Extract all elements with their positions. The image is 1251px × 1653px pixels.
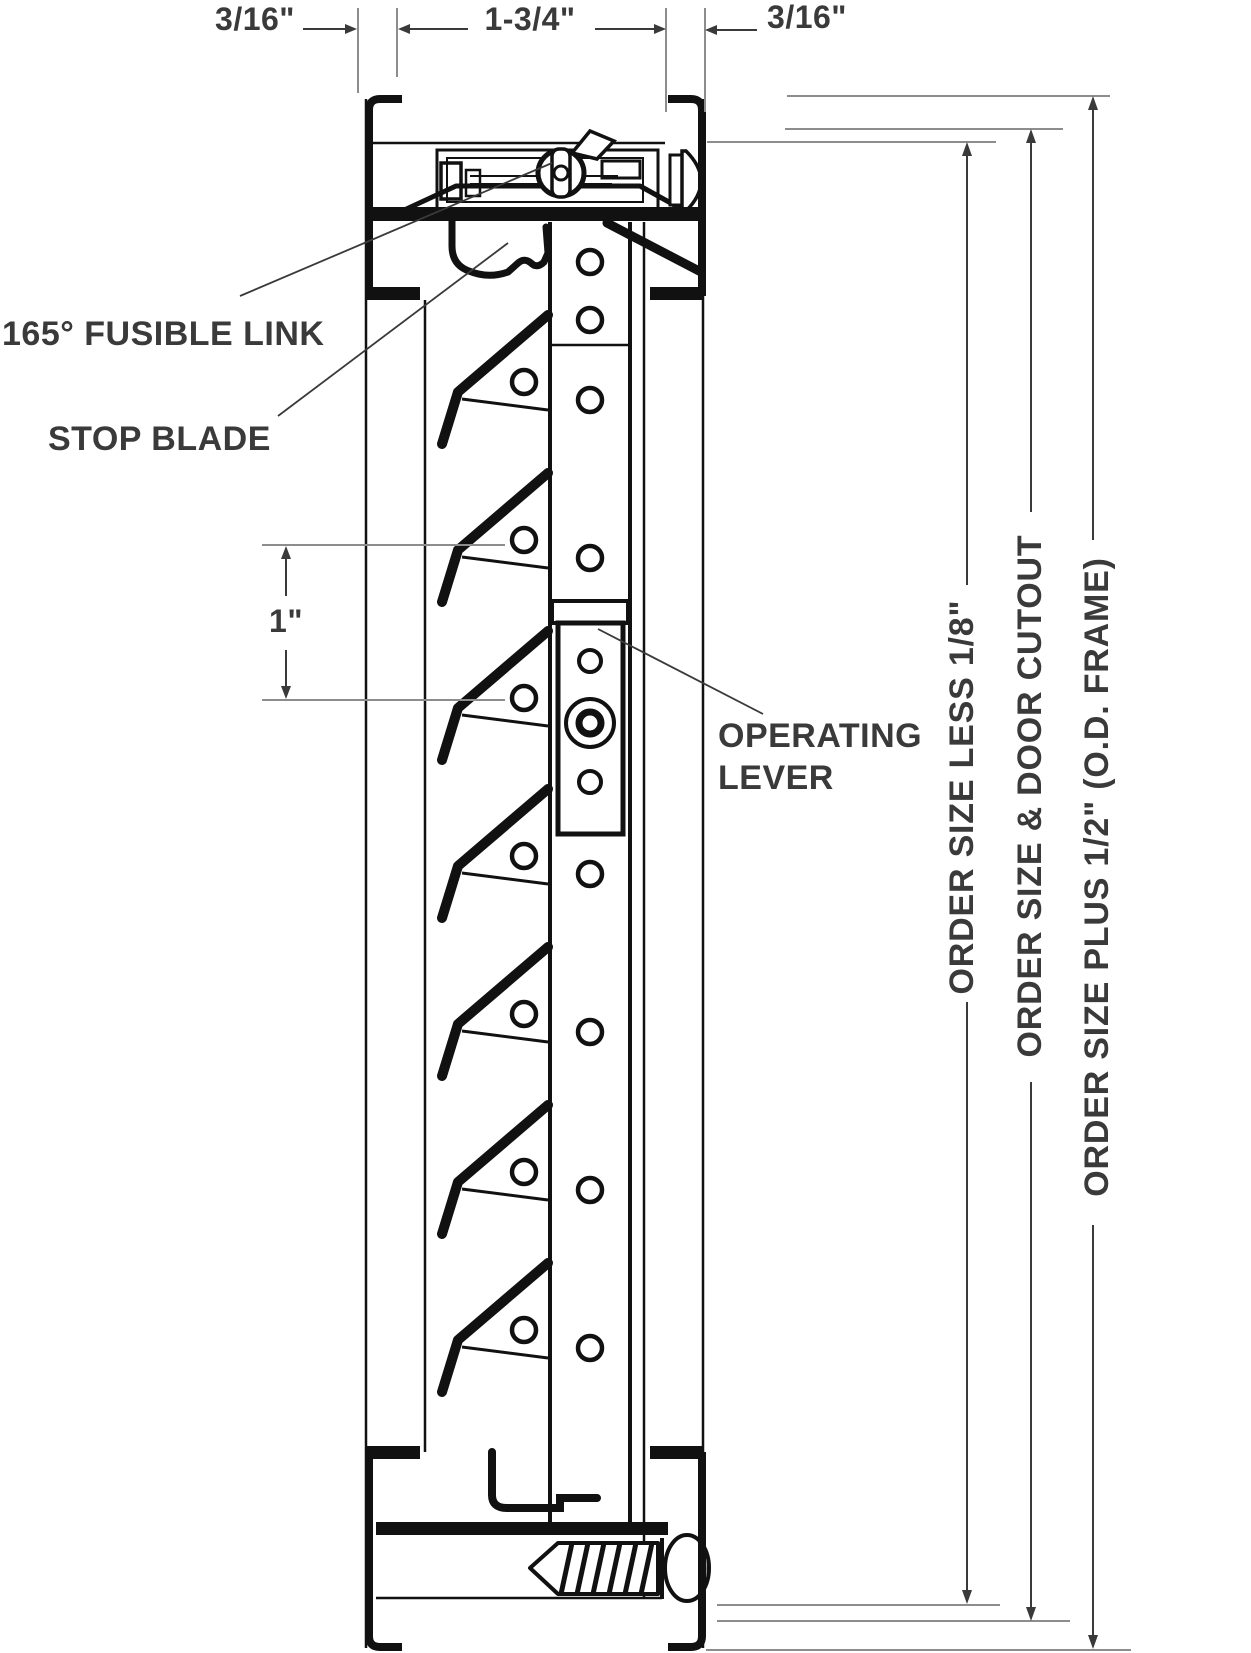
- dim-order-size-od-frame: ORDER SIZE PLUS 1/2" (O.D. FRAME): [1078, 557, 1116, 1197]
- arrow-down-icon: [281, 686, 291, 699]
- fusible-link-mechanism: [368, 131, 702, 221]
- dim-top-left: 3/16": [215, 1, 295, 37]
- arrow-down-icon: [1088, 1635, 1098, 1649]
- vertical-dimensions: [943, 96, 1116, 1649]
- arrow-up-icon: [281, 546, 291, 559]
- arrow-right-icon: [345, 24, 357, 34]
- operating-lever-label-line2: LEVER: [718, 759, 834, 797]
- arrow-up-icon: [1088, 96, 1098, 110]
- arrow-down-icon: [1026, 1607, 1036, 1621]
- operating-lever-shape: [552, 601, 628, 834]
- track-hole: [578, 308, 602, 332]
- blade-pitch-dimension: [269, 546, 303, 699]
- arrow-right-icon: [654, 24, 666, 34]
- operating-lever-label-line1: OPERATING: [718, 717, 923, 755]
- arrow-down-icon: [962, 1590, 972, 1604]
- dim-order-size-less: ORDER SIZE LESS 1/8": [943, 599, 981, 995]
- dim-top-center: 1-3/4": [484, 1, 576, 37]
- arrow-left-icon: [705, 25, 717, 35]
- extension-lines: [262, 8, 1131, 1650]
- dim-blade-pitch: 1": [269, 603, 303, 639]
- mounting-screw-icon: [530, 1535, 709, 1601]
- stop-blade-label: STOP BLADE: [48, 420, 271, 458]
- bottom-sill: [376, 1452, 709, 1601]
- arrow-up-icon: [1026, 129, 1036, 143]
- track-hole: [578, 250, 602, 274]
- fusible-link-label: 165° FUSIBLE LINK: [2, 315, 325, 353]
- top-dimensions: [215, 0, 847, 37]
- arrow-up-icon: [962, 142, 972, 156]
- dim-top-right: 3/16": [767, 0, 847, 35]
- dim-order-size-door-cutout: ORDER SIZE & DOOR CUTOUT: [1011, 534, 1049, 1058]
- leader-lines: [240, 163, 763, 714]
- arrow-left-icon: [398, 24, 410, 34]
